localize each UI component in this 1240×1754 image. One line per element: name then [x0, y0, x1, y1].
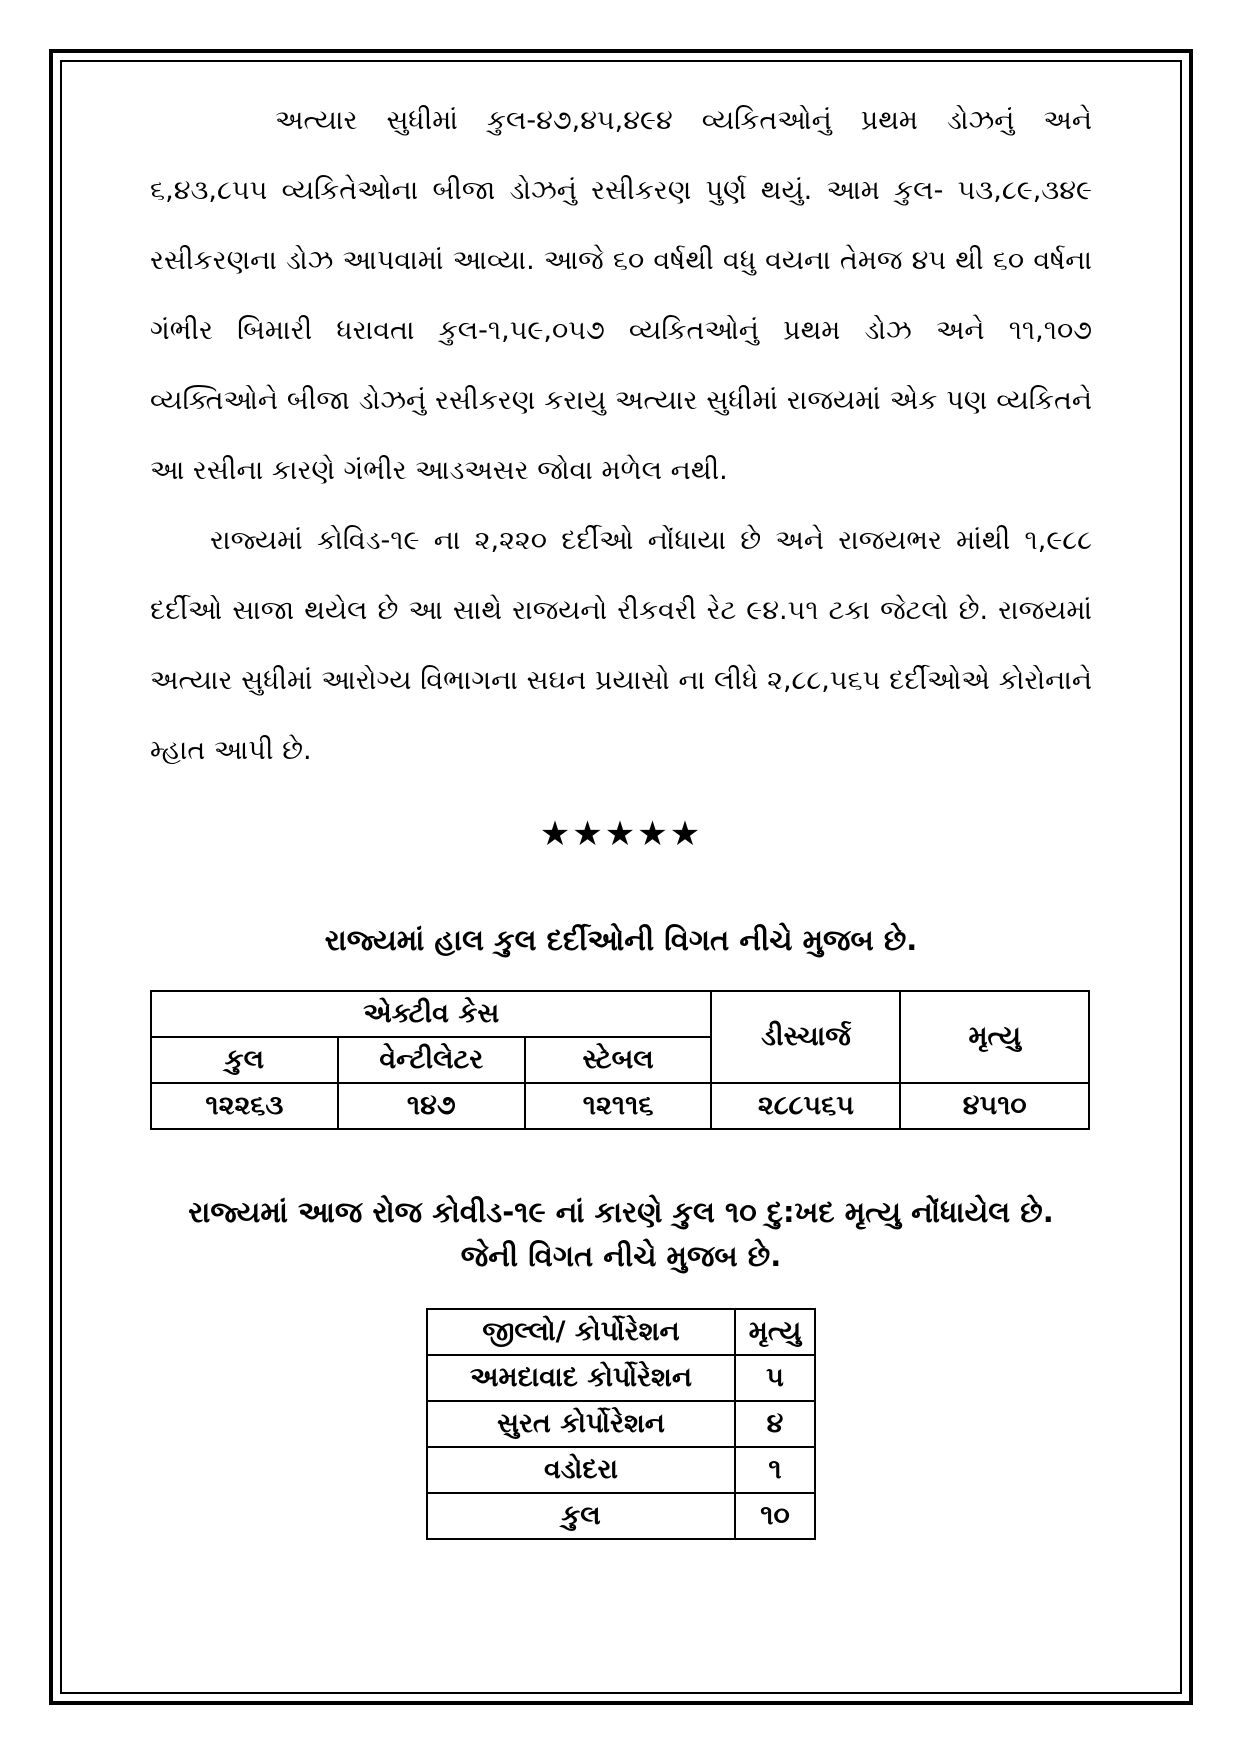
total-header: કુલ	[151, 1037, 338, 1083]
total-value: ૧૨૨૬૩	[151, 1083, 338, 1129]
district-deaths: ૫	[735, 1355, 815, 1401]
table-row	[427, 1447, 815, 1493]
district-name: અમદાવાદ કોર્પોરેશન	[427, 1355, 735, 1401]
active-cases-header: એક્ટીવ કેસ	[151, 991, 711, 1037]
covid-status-paragraph: રાજ્યમાં કોવિડ-૧૯ ના ૨,૨૨૦ દર્દીઓ નોંધાયા છે અને રાજયભર માંથી ૧,૯૮૮ દર્દીઓ સાજા થયેલ છે આ સાથે રાજયનો રીકવરી રેટ ૯૪.૫૧ ટકા જેટલો છે. રાજયમાં અત્યાર સુધીમાં આરોગ્ય વિભાગના સઘન પ્રયાસો ના લીધે ૨,૮૮,૫૬૫ દર્દીઓએ કોરોનાને મ્હાત આપી છે.	[150, 525, 1092, 766]
vaccination-paragraph: અત્યાર સુધીમાં કુલ-૪૭,૪૫,૪૯૪ વ્યકિતઓનું પ્રથમ ડોઝનું અને ૬,૪૩,૮૫૫ વ્યકિતેઓના બીજા ડોઝનું રસીકરણ પુર્ણ થયું. આમ કુલ- ૫૩,૮૯,૩૪૯ રસીકરણના ડોઝ આપવામાં આવ્યા. આજે ૬૦ વર્ષથી વધુ વયના તેમજ ૪૫ થી ૬૦ વર્ષના ગંભીર બિમારી ધરાવતા કુલ-૧,૫૯,૦૫૭ વ્યકિતઓનું પ્રથમ ડોઝ અને ૧૧,૧૦૭ વ્યક્તિઓને બીજા ડોઝનું રસીકરણ કરાયુ અત્યાર સુધીમાં રાજયમાં એક પણ વ્યકિતને આ રસીના કારણે ગંભીર આડઅસર જોવા મળેલ નથી.	[150, 105, 1092, 486]
district-deaths: ૧	[735, 1447, 815, 1493]
stable-value: ૧૨૧૧૬	[525, 1083, 712, 1129]
table-row	[427, 1493, 815, 1539]
death-header: મૃત્યુ	[900, 991, 1089, 1083]
table-row	[427, 1355, 815, 1401]
district-name: વડોદરા	[427, 1447, 735, 1493]
deaths-heading-line2: જેની વિગત નીચે મુજબ છે.	[460, 1239, 782, 1273]
document-content	[150, 86, 1092, 1540]
summary-table	[150, 990, 1090, 1130]
deaths-table	[426, 1308, 816, 1540]
total-deaths: ૧૦	[735, 1493, 815, 1539]
death-value: ૪૫૧૦	[900, 1083, 1089, 1129]
discharge-header: ડીસ્ચાર્જ	[711, 991, 900, 1083]
district-name: સુરત કોર્પોરેશન	[427, 1401, 735, 1447]
total-name: કુલ	[427, 1493, 735, 1539]
table-row	[427, 1401, 815, 1447]
stable-header: સ્ટેબલ	[525, 1037, 712, 1083]
summary-heading: રાજ્યમાં હાલ કુલ દર્દીઓની વિગત નીચે મુજબ છે.	[324, 923, 918, 957]
deaths-header: મૃત્યુ	[735, 1309, 815, 1355]
deaths-heading-line1: રાજ્યમાં આજ રોજ કોવીડ-૧૯ નાં કારણે કુલ ૧૦ દુ:ખદ મૃત્યુ નોંધાયેલ છે.	[188, 1195, 1054, 1229]
table-row	[151, 1083, 1089, 1129]
star-divider: ★★★★★	[539, 814, 703, 854]
discharge-value: ૨૮૮૫૬૫	[711, 1083, 900, 1129]
ventilator-header: વેન્ટીલેટર	[338, 1037, 525, 1083]
district-deaths: ૪	[735, 1401, 815, 1447]
district-header: જીલ્લો/ કોર્પોરેશન	[427, 1309, 735, 1355]
ventilator-value: ૧૪૭	[338, 1083, 525, 1129]
